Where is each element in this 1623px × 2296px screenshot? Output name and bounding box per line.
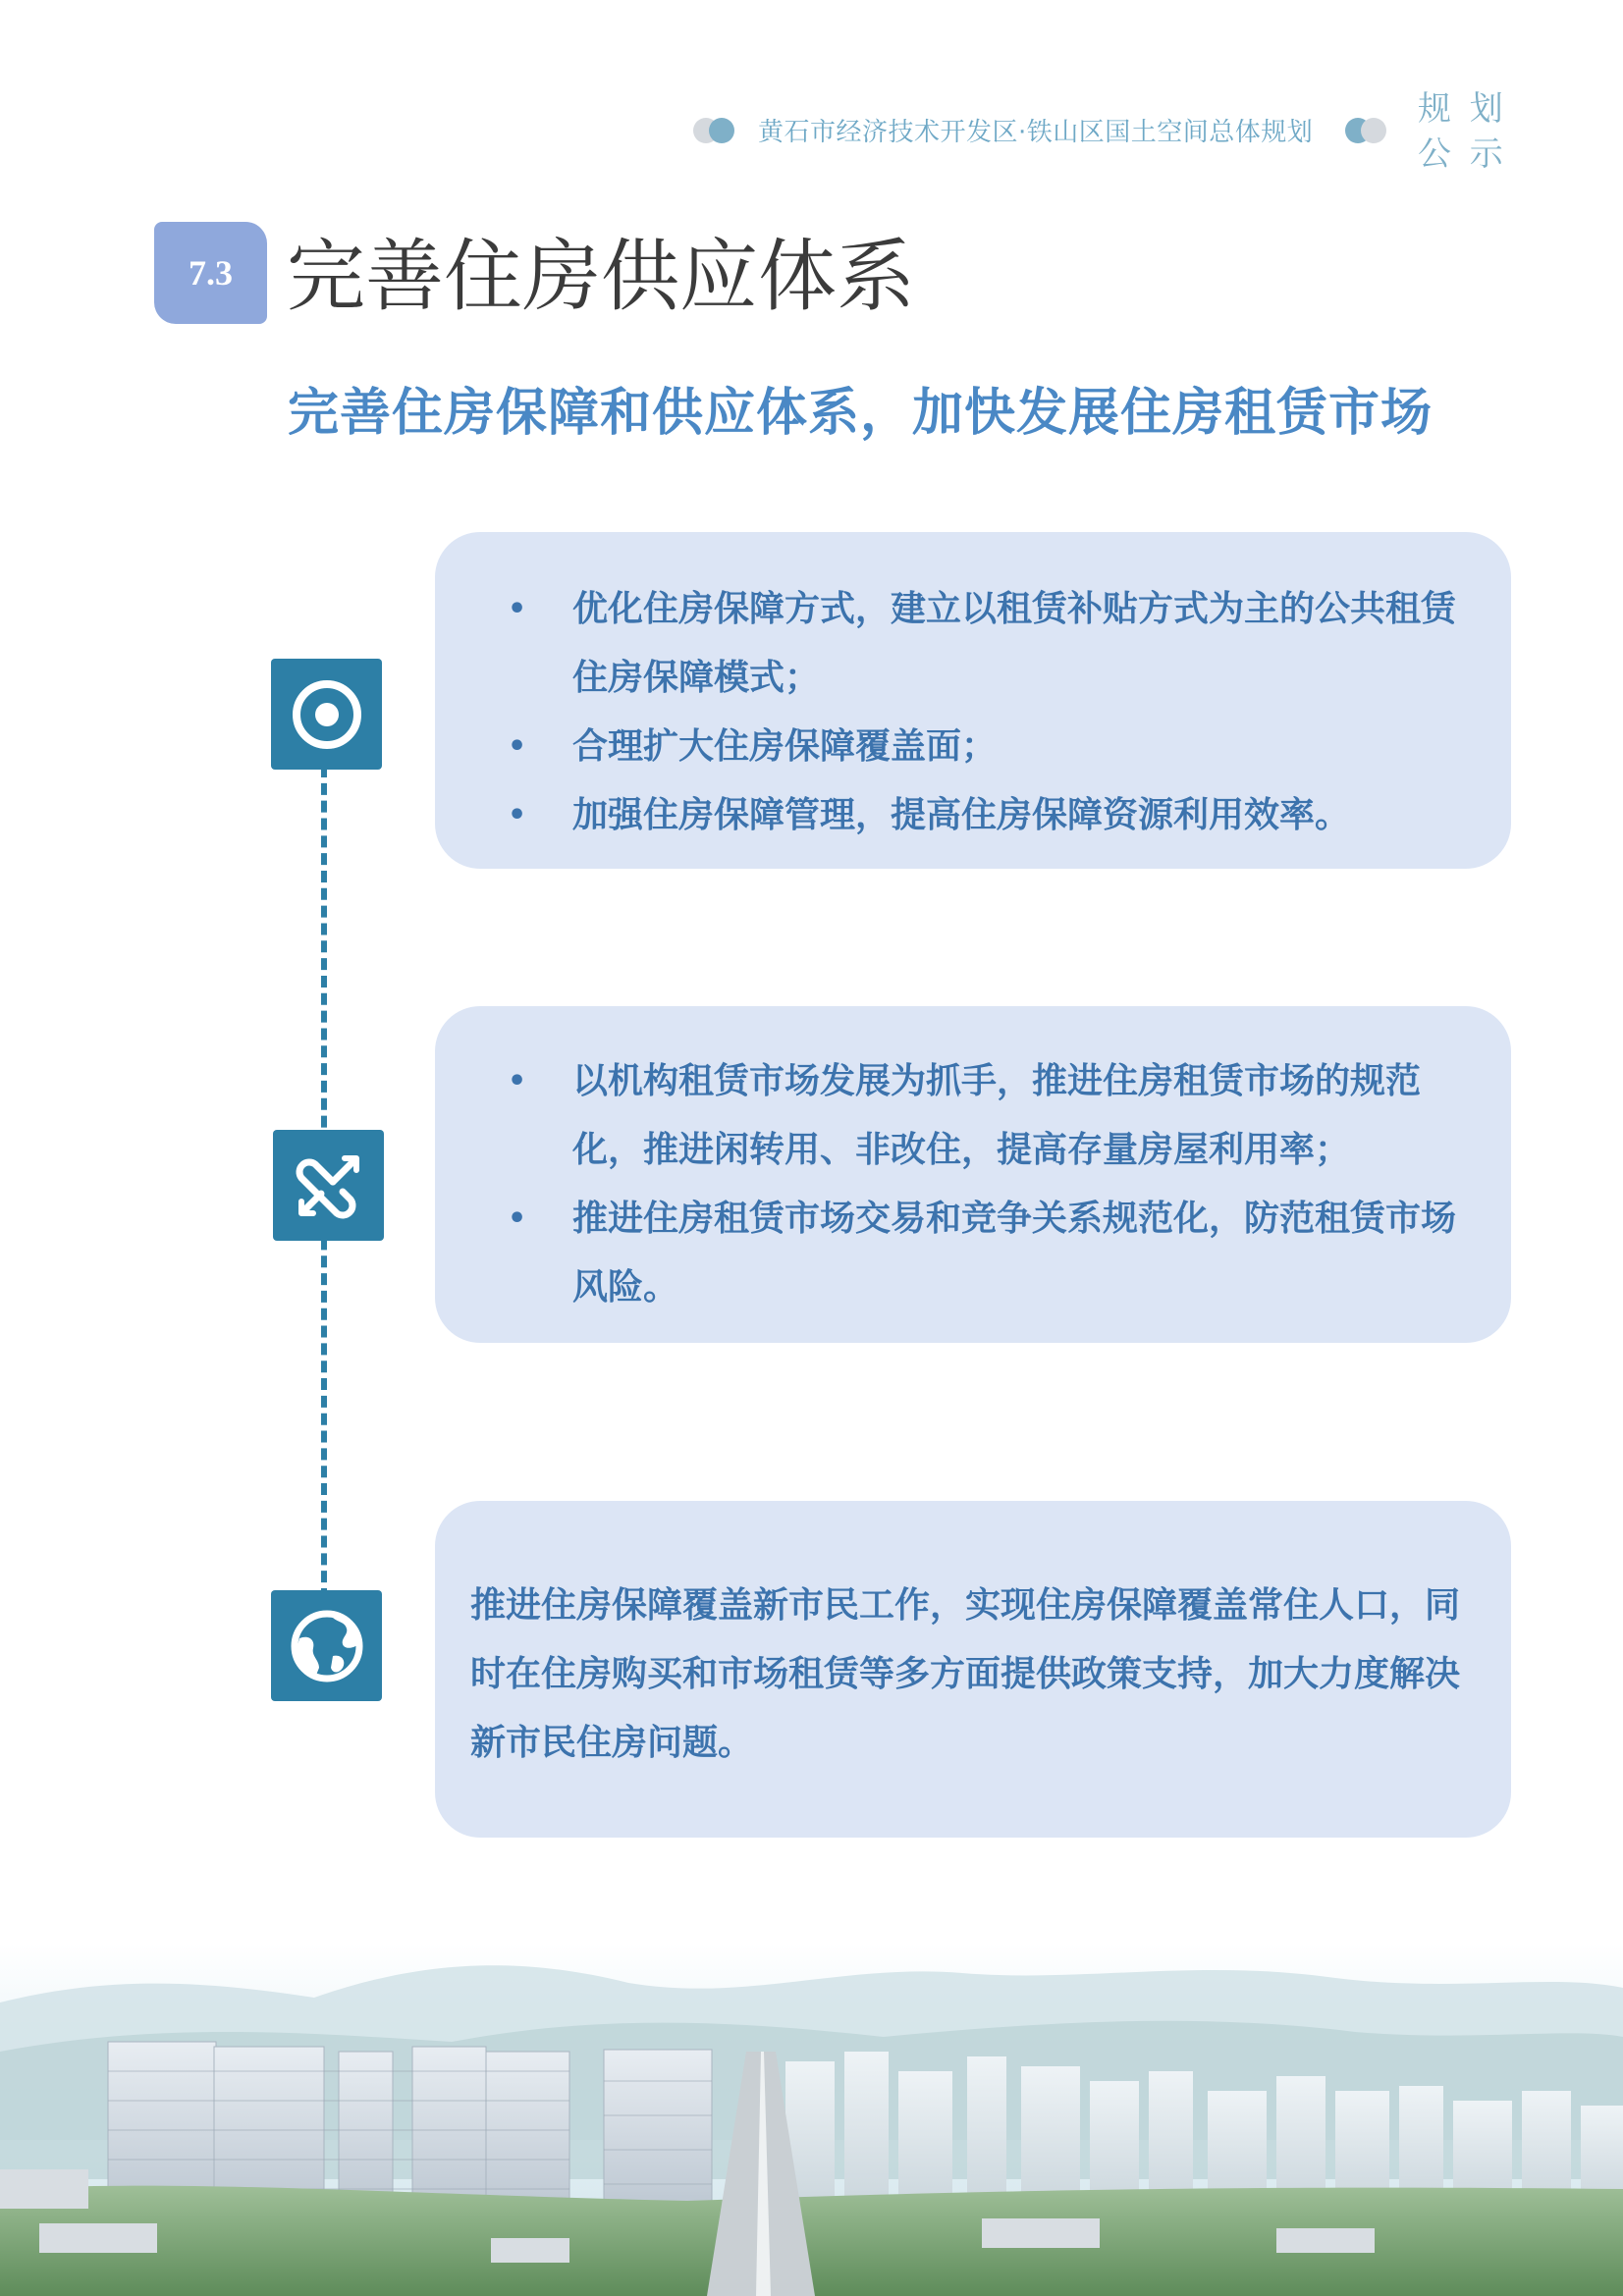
list-item: • 优化住房保障方式，建立以租赁补贴方式为主的公共租赁住房保障模式；: [474, 575, 1456, 713]
list-item: • 合理扩大住房保障覆盖面；: [474, 713, 1456, 781]
card-new-citizens: [435, 1501, 1511, 1838]
header-left-dots: [693, 118, 734, 143]
corner-line-2: 公 示: [1418, 134, 1507, 174]
section-subtitle: 完善住房保障和供应体系，加快发展住房租赁市场: [288, 384, 1434, 443]
dot-blue: [709, 118, 734, 143]
dot-grey: [1361, 118, 1386, 143]
list-item: • 以机构租赁市场发展为抓手，推进住房租赁市场的规范化，推进闲转用、非改住，提高存量房屋利用率；: [474, 1047, 1456, 1185]
list-item: • 加强住房保障管理，提高住房保障资源利用效率。: [474, 781, 1456, 850]
target-icon: [271, 659, 382, 770]
corner-line-1: 规 划: [1418, 89, 1507, 129]
section-title: 完善住房供应体系: [287, 231, 915, 322]
card-rental-market: [435, 1006, 1511, 1343]
bullet-list: [474, 575, 1456, 850]
route-icon: [273, 1130, 384, 1241]
globe-icon: [271, 1590, 382, 1701]
city-skyline-photo: [0, 1944, 1623, 2296]
section-number: 7.3: [189, 253, 233, 293]
header-org-text: 黄石市经济技术开发区·铁山区国土空间总体规划: [758, 118, 1314, 147]
card-paragraph: 推进住房保障覆盖新市民工作，实现住房保障覆盖常住人口，同时在住房购买和市场租赁等多方面提供政策支持，加大力度解决新市民住房问题。: [470, 1585, 1461, 1763]
section-number-badge: [154, 222, 267, 324]
list-item: • 推进住房租赁市场交易和竞争关系规范化，防范租赁市场风险。: [474, 1185, 1456, 1322]
card-housing-guarantee: [435, 532, 1511, 869]
header-right-dots: [1345, 118, 1386, 143]
header-corner-label: [1418, 86, 1507, 177]
bullet-list: [474, 1047, 1456, 1322]
